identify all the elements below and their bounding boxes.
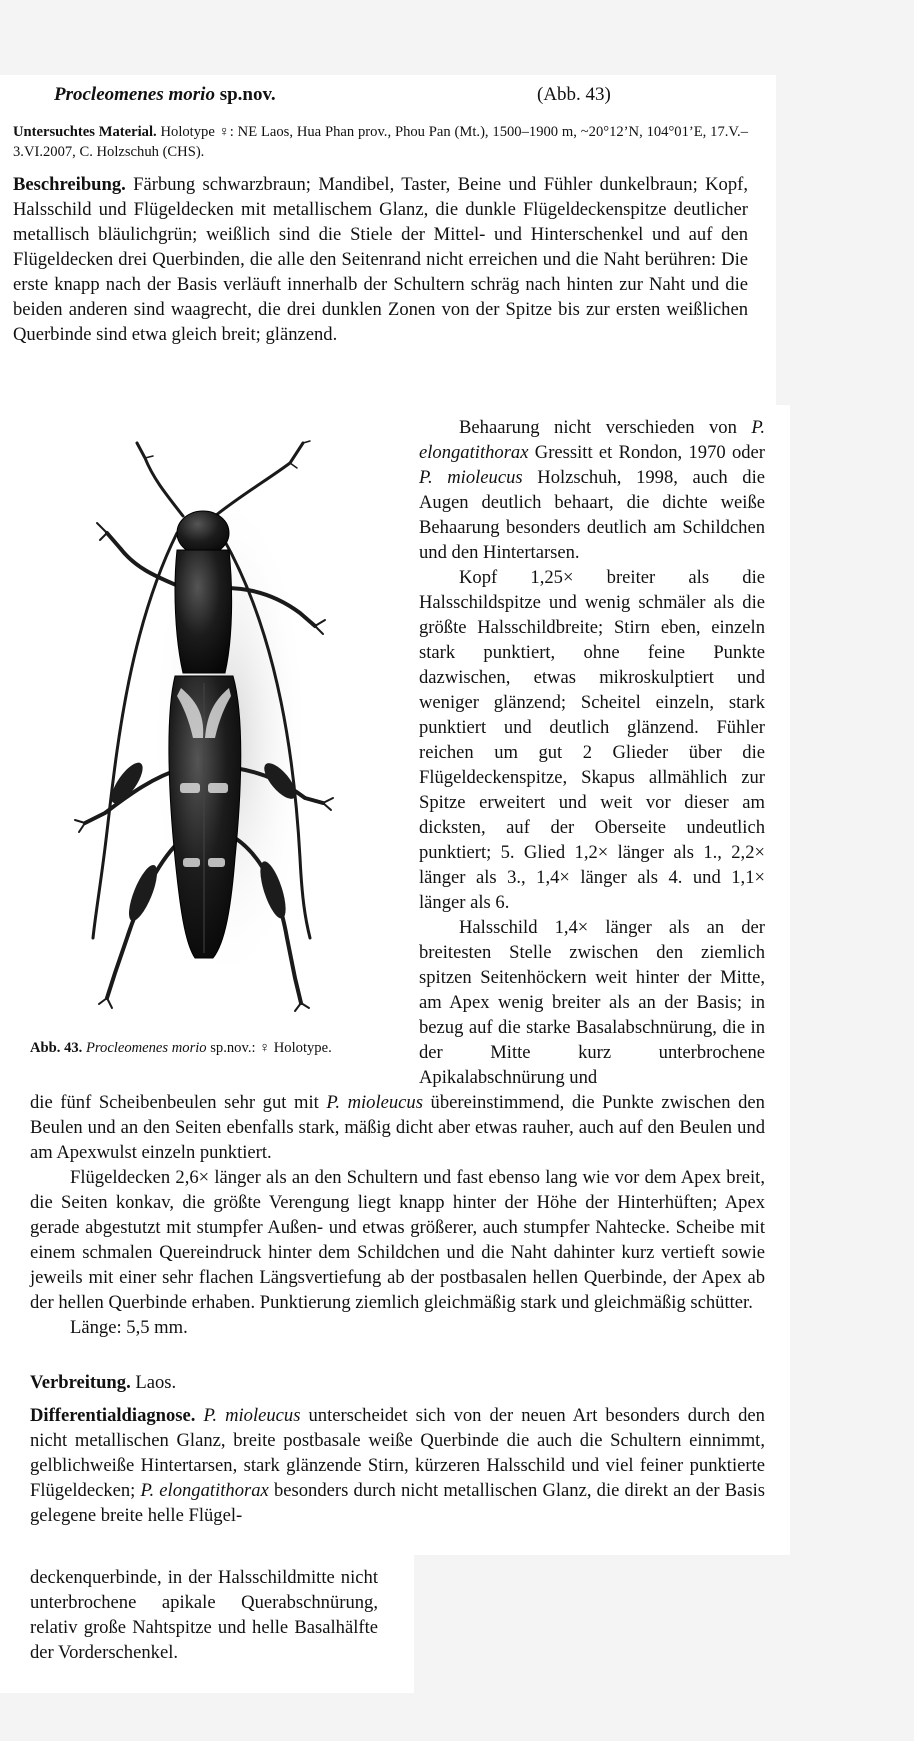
differential-text-1: unterscheidet sich von der neuen Art besonders durch den nicht metallischen Glanz, breite postbasale weiße Querbinde die auch die Schultern einnimmt, gelblichweiße Hintertarsen, stark glänzende Stirn, kürzeren Halsschild und viel feiner punktierte Flügeldecken;: [30, 1405, 765, 1501]
differential-continuation: deckenquerbinde, in der Halsschildmitte nicht unterbrochene apikale Querabschnürung, relativ große Nahtspitze und helle Basalhälfte der Vorderschenkel.: [30, 1567, 378, 1663]
material-text: Holotype ♀: NE Laos, Hua Phan prov., Phou Pan (Mt.), 1500–1900 m, ~20°12’N, 104°01’E, 17.V.–3.VI.2007, C. Holzschuh (CHS).: [13, 124, 748, 160]
head-paragraph: Kopf 1,25× breiter als die Halsschildspitze und wenig schmäler als die größte Halsschildbreite; Stirn eben, einzeln stark punktiert, ohne feine Punkte dazwischen, etwas mikroskulptiert und weniger glänzend; Scheitel einzeln, stark punktiert und deutlich glänzend. Fühler reichen um gut 2 Glieder über die Flügeldeckenspitze, Skapus allmählich zur Spitze erweitert und weit vor dieser am dicksten, auf der Oberseite undeutlich punktiert; 5. Glied 1,2× länger als 1., 2,2× länger als 3., 1,4× länger als 4. und 1,1× länger als 6.: [419, 567, 765, 913]
species-name: Procleomenes morio: [54, 84, 215, 105]
hair-species-2: P. mioleucus: [419, 467, 523, 488]
pronotum-text-2: übereinstimmend, die Punkte zwischen den Beulen und an den Seiten ebenfalls stark, mäßig dicht aber etwas rauher, auch auf den Beulen und am Apexwulst einzeln punktiert.: [30, 1092, 765, 1163]
distribution-text: Laos.: [130, 1372, 177, 1393]
pronotum-text-1: die fünf Scheibenbeulen sehr gut mit: [30, 1092, 327, 1113]
material-label: Untersuchtes Material.: [13, 124, 157, 140]
species-title: [54, 84, 276, 106]
description-paragraph: [13, 172, 748, 347]
beetle-holotype-photo: [65, 438, 365, 1018]
hair-text-3: Holzschuh, 1998, auch die Augen deutlich behaart, die dichte weiße Behaarung besonders deutlich am Schildchen und den Hintertarsen.: [419, 467, 765, 563]
length-paragraph: Länge: 5,5 mm.: [70, 1317, 188, 1338]
figure-caption: [30, 1040, 332, 1057]
distribution-paragraph: [30, 1372, 176, 1394]
hair-text-1: Behaarung nicht verschieden von: [459, 417, 752, 438]
species-suffix: sp.nov.: [214, 84, 276, 105]
pronotum-species: P. mioleucus: [326, 1092, 423, 1113]
caption-text: sp.nov.: ♀ Holotype.: [206, 1040, 332, 1056]
description-text: Färbung schwarzbraun; Mandibel, Taster, Beine und Fühler dunkelbraun; Kopf, Halsschild und Flügeldecken mit metallischem Glanz, die dunkle Flügeldeckenspitze deutlicher metallisch bläulichgrün; weißlich sind die Stiele der Mittel- und Hinterschenkel und auf den Flügeldecken drei Querbinden, die alle den Seitenrand nicht erreichen und die Naht berühren: Die erste knapp nach der Basis verläuft innerhalb der Schultern schräg nach hinten zur Naht und die beiden anderen sind waagrecht, die drei dunklen Zonen von der Spitze bis zur ersten weißlichen Querbinde sind etwa gleich breit; glänzend.: [13, 174, 748, 345]
description-label: Beschreibung.: [13, 174, 126, 195]
differential-label: Differentialdiagnose.: [30, 1405, 196, 1426]
hair-text-2: Gressitt et Rondon, 1970 oder: [528, 442, 765, 463]
full-width-text: [30, 1090, 765, 1340]
figure-reference: (Abb. 43): [537, 84, 611, 105]
hair-paragraph: [419, 415, 765, 565]
pronotum-continuation: [30, 1090, 765, 1165]
differential-text-2: besonders durch nicht metallischen Glanz, die direkt an der Basis gelegene breite helle Flügel-: [30, 1480, 766, 1526]
right-text-column: [419, 415, 765, 1090]
elytra-paragraph: Flügeldecken 2,6× länger als an den Schultern und fast ebenso lang wie vor dem Apex breit, die Seiten konkav, die größte Verengung liegt knapp hinter der Höhe der Hinterhüften; Apex gerade abgestutzt mit stumpfer Außen- und etwas größerer, auch stumpfer Nahtecke. Scheibe mit einem schmalen Quereindruck hinter dem Schildchen und die Naht dahinter kurz vertieft sowie jeweils mit einer sehr flachen Längsvertiefung ab der postbasalen hellen Querbinde, der Apex ab der hellen Querbinde erhaben. Punktierung ziemlich gleichmäßig stark und gleichmäßig schütter.: [30, 1167, 765, 1313]
pronotum-paragraph: Halsschild 1,4× länger als an der breitesten Stelle zwischen den ziemlich spitzen Seitenhöckern weit hinter der Mitte, am Apex wenig breiter als an der Basis; in bezug auf die starke Basalabschnürung, die in der Mitte kurz unterbrochene Apikalabschnürung und: [419, 917, 765, 1088]
differential-species-1: P. mioleucus: [203, 1405, 301, 1426]
caption-label: Abb. 43.: [30, 1040, 83, 1056]
differential-species-2: P. elongatithorax: [140, 1480, 269, 1501]
caption-species: Procleomenes morio: [85, 1040, 207, 1056]
examined-material: [13, 122, 748, 162]
hair-species-1: P. elongatithorax: [419, 417, 765, 463]
distribution-label: Verbreitung.: [30, 1372, 131, 1393]
differential-diagnosis: [30, 1403, 765, 1528]
